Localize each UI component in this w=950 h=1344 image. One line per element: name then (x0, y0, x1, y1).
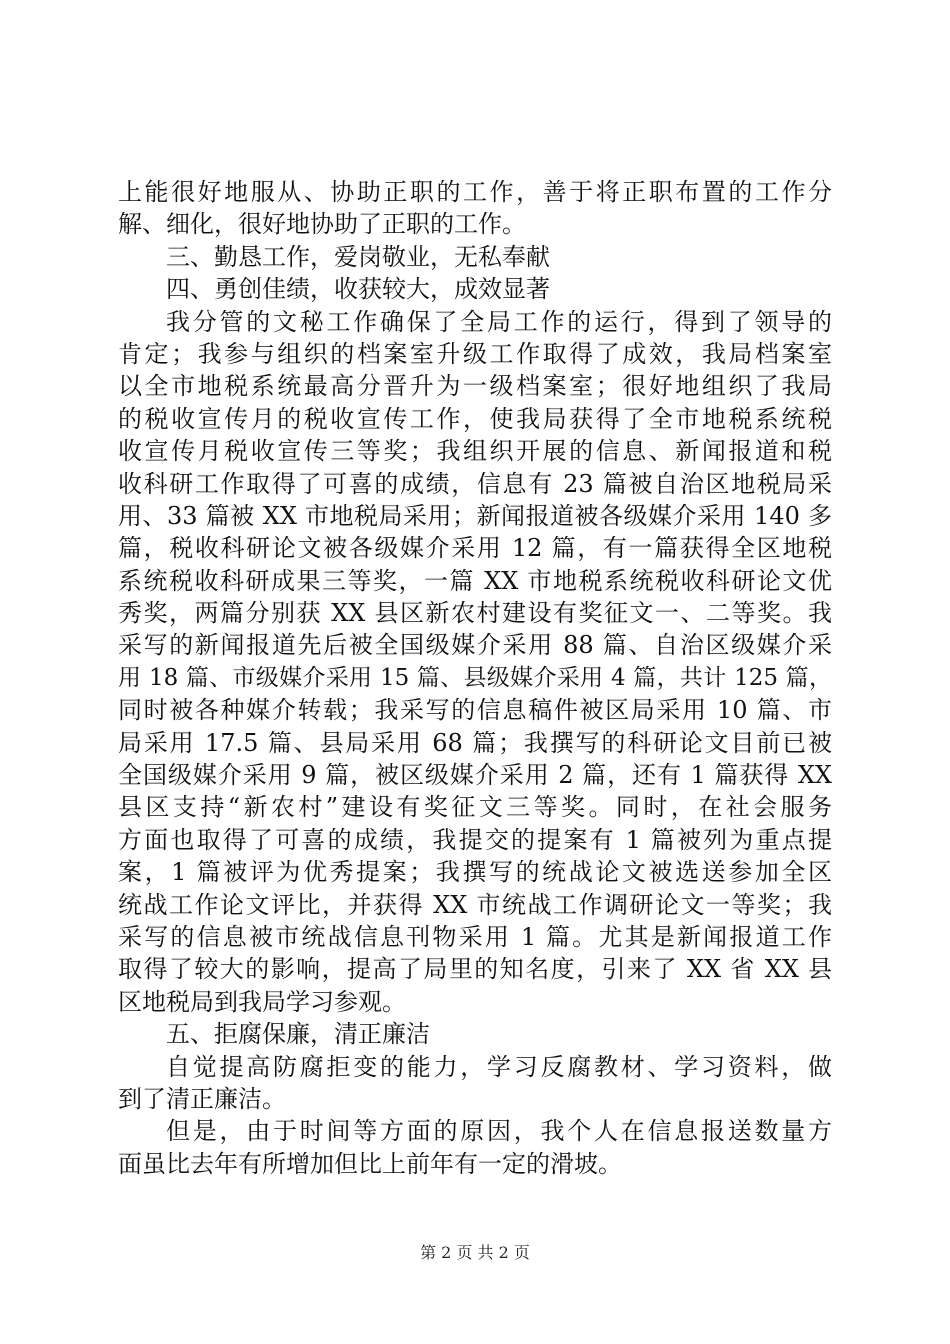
text-line: 三、勤恳工作，爱岗敬业，无私奉献 (166, 242, 550, 271)
document-body (118, 176, 832, 1180)
text-line: 肯定；我参与组织的档案室升级工作取得了成效，我局档案室 (118, 339, 832, 368)
text-line: 系统税收科研成果三等奖，一篇 XX 市地税系统税收科研论文优 (118, 566, 832, 595)
text-line: 县区支持“新农村”建设有奖征文三等奖。同时，在社会服务 (118, 793, 832, 822)
text-line: 以全市地税系统最高分晋升为一级档案室；很好地组织了我局 (118, 372, 832, 401)
text-line: 但是，由于时间等方面的原因，我个人在信息报送数量方 (166, 1117, 832, 1146)
text-line: 收宣传月税收宣传三等奖；我组织开展的信息、新闻报道和税 (118, 437, 832, 466)
text-line: 局采用 17.5 篇、县局采用 68 篇；我撰写的科研论文目前已被 (118, 728, 832, 757)
text-line: 自觉提高防腐拒变的能力，学习反腐教材、学习资料，做 (166, 1052, 832, 1081)
text-line: 区地税局到我局学习参观。 (118, 987, 406, 1016)
text-line: 采写的信息被市统战信息刊物采用 1 篇。尤其是新闻报道工作 (118, 922, 832, 951)
text-line: 收科研工作取得了可喜的成绩，信息有 23 篇被自治区地税局采 (118, 469, 832, 498)
text-line: 五、拒腐保廉，清正廉洁 (166, 1020, 430, 1049)
text-line: 采写的新闻报道先后被全国级媒介采用 88 篇、自治区级媒介采 (118, 631, 832, 660)
text-line: 案，1 篇被评为优秀提案；我撰写的统战论文被选送参加全区 (118, 858, 832, 887)
text-line: 用、33 篇被 XX 市地税局采用；新闻报道被各级媒介采用 140 多 (118, 501, 832, 530)
text-line: 四、勇创佳绩，收获较大，成效显著 (166, 275, 550, 304)
text-line: 方面也取得了可喜的成绩，我提交的提案有 1 篇被列为重点提 (118, 825, 832, 854)
text-line: 我分管的文秘工作确保了全局工作的运行，得到了领导的 (166, 307, 832, 336)
text-line: 同时被各种媒介转载；我采写的信息稿件被区局采用 10 篇、市 (118, 696, 832, 725)
text-line: 到了清正廉洁。 (118, 1084, 286, 1113)
text-line: 的税收宣传月的税收宣传工作，使我局获得了全市地税系统税 (118, 404, 832, 433)
text-line: 面虽比去年有所增加但比上前年有一定的滑坡。 (118, 1149, 622, 1178)
text-line: 全国级媒介采用 9 篇，被区级媒介采用 2 篇，还有 1 篇获得 XX (118, 761, 832, 790)
text-line: 解、细化，很好地协助了正职的工作。 (118, 210, 526, 239)
text-line: 取得了较大的影响，提高了局里的知名度，引来了 XX 省 XX 县 (118, 955, 832, 984)
text-line: 用 18 篇、市级媒介采用 15 篇、县级媒介采用 4 篇，共计 125 篇， (118, 664, 832, 691)
text-line: 篇，税收科研论文被各级媒介采用 12 篇，有一篇获得全区地税 (118, 534, 832, 563)
text-line: 上能很好地服从、协助正职的工作，善于将正职布置的工作分 (118, 178, 832, 206)
page-footer: 第 2 页 共 2 页 (420, 1243, 530, 1262)
text-line: 秀奖，两篇分别获 XX 县区新农村建设有奖征文一、二等奖。我 (118, 599, 832, 628)
text-line: 统战工作论文评比，并获得 XX 市统战工作调研论文一等奖；我 (118, 890, 832, 919)
